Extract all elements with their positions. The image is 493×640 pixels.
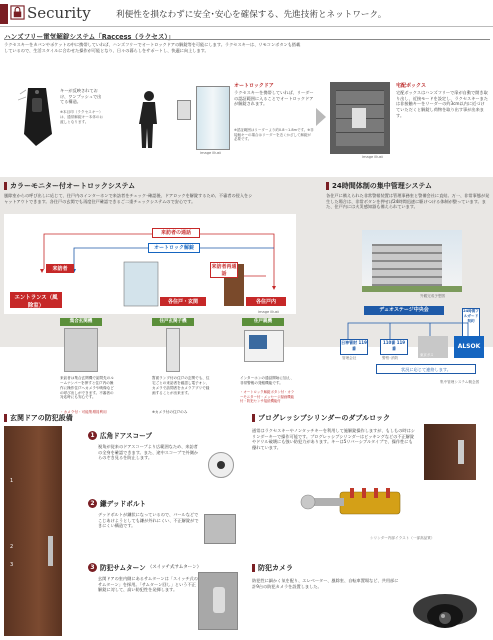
number-1-icon: 1 bbox=[88, 431, 97, 440]
arrow-right-icon bbox=[316, 108, 326, 126]
visitor-call-label: 来訪者の通話 bbox=[152, 228, 200, 238]
entrance-panel-image bbox=[64, 328, 98, 372]
door-item3-title-text: 防犯サムターン bbox=[100, 564, 146, 572]
intercom-title-text: カラーモニター付オートロックシステム bbox=[10, 182, 136, 190]
panel2-label: 住戸玄関子機 bbox=[152, 318, 194, 326]
center-label: デュオステージ中央会 bbox=[364, 306, 444, 315]
raccess-title: ハンズフリー電気解錠システム「Raccess（ラクセス）」 bbox=[4, 33, 175, 41]
building-image bbox=[362, 230, 462, 292]
reader-device-image bbox=[177, 100, 191, 120]
header-accent-block bbox=[0, 4, 8, 24]
person-silhouette-image bbox=[138, 90, 160, 150]
door-item2-title bbox=[88, 498, 146, 508]
entrance-label: エントランス（風除室） bbox=[10, 292, 62, 308]
police-box: 110番 119番 bbox=[380, 339, 408, 355]
panel1-extra: ・カメラ付・可能集増員利用 bbox=[60, 410, 107, 414]
number-2-icon: 2 bbox=[88, 499, 97, 508]
gas-company-image bbox=[418, 336, 448, 358]
door-item3-description: 玄関ドアの室内側にあるサムターンは「スイッチ式のサムターン」を採用。「サムターン回し」という不正解錠に対して、高い防犯性を発揮します。 bbox=[98, 576, 198, 593]
autolock-door-label: オートロックドア bbox=[234, 83, 274, 89]
building-caption: 外観完成予想図 bbox=[420, 294, 446, 298]
entrance-door-image bbox=[4, 426, 62, 636]
door-scope-image bbox=[208, 452, 234, 478]
title-accent-bar bbox=[252, 414, 255, 422]
panel3-extra: ・オートロック解錠ボタン付・カラーモニター付・メッセージ録画機能付・防犯センサ接続機能付 bbox=[240, 390, 295, 404]
page-title: Security bbox=[27, 4, 91, 22]
security-camera-image bbox=[410, 588, 480, 634]
raccess-key-note: キーが反映されておけ、ワンプッシュで出てる構造。 bbox=[60, 88, 102, 105]
intercom-description: 風除室からの呼び出しに応じて、住戸内のインターホンで来訪者をチェック･確認後、ドアロックを解錠するため、不審者の侵入をシャットアウトできます。各住戸の玄関でも再度住戸確認できるご二重チェックシステムので安心です。 bbox=[4, 193, 253, 204]
panel2-extra: ※カメラ付の住戸のみ bbox=[152, 410, 188, 414]
raccess-key-note-2: ※本目印（ラクセスキー）は、通常解錠キー本体のお渡しとなります。 bbox=[60, 110, 104, 124]
raccess-image-illust-caption: image illust bbox=[200, 151, 221, 155]
delivery-image-illust-caption: image illust bbox=[362, 155, 383, 159]
gas-company-label: 東京ガス bbox=[420, 353, 434, 357]
camera-description: 防犯性に細かく気を配り、エレベーター、風除室、自転車置場など、共用部に計9台の防犯カメラを設置しました。 bbox=[252, 578, 399, 589]
door-title bbox=[4, 413, 73, 423]
visitor-recall-label: 来訪者再通話 bbox=[211, 264, 237, 277]
mgmt-company-box: 日神管財 119番 bbox=[340, 339, 368, 355]
cylinder-description: 通常はラクセスキーやノンタッチキーを利用して施解錠操作しますが、もしもの時はシリンダーキーで操作可能です。プログレッシブシリンダーはピッキングなどの不正解錠やドリル破壊にも強い防犯力があります。キーは5リバーシブルタイプで、操作性にも優れています。 bbox=[252, 428, 415, 451]
door-item3-ext: （スイッチ式サムターン） bbox=[147, 565, 202, 570]
autolock-door-description: ラクセスキーを携帯していれば、リーダーの認証範囲に入ることでオートロックドアが解錠されます。 bbox=[234, 90, 314, 107]
door-item1-description: 視角が従来のドアスコープより広範囲なため、来訪者の全身を確認できます。また、途中スコープで外側からのぞき見るを防止します。 bbox=[98, 444, 199, 461]
panel2-description: 暫面ランプ付の住戸の玄関でも、住宅ごとの来訪者を確認し電子オン、カメラで訪問者をカメラアプリで録画することが出来ます。 bbox=[152, 376, 210, 395]
door-subunit-image bbox=[166, 328, 180, 372]
police-caption: 警察･消防 bbox=[382, 356, 399, 360]
door-marker-1: 1 bbox=[10, 478, 14, 484]
page-subtitle: 利便性を損なわずに安全･安心を確保する、先進技術とネットワーク。 bbox=[116, 10, 387, 20]
dead-bolt-image bbox=[204, 514, 236, 544]
delivery-box-description: 宅配ボックスはハンズフリーで扉が自動で開き取り出し、近接モードを設定し、ラクセスキーまたは非接触キーをリーダーの約3cm以内に近づけていただくと解錠し荷物を取り出す事が出来ます。 bbox=[396, 90, 488, 118]
diagram-caption: 集中管理システム概念図 bbox=[440, 380, 480, 384]
door-marker-3: 3 bbox=[10, 562, 14, 568]
intercom-title bbox=[4, 181, 135, 191]
security24-title bbox=[326, 181, 432, 191]
mgmt-caption: 管理会社 bbox=[342, 356, 357, 360]
cylinder-title-text: プログレッシブシリンダーのダブルロック bbox=[258, 414, 390, 422]
header-divider bbox=[0, 26, 493, 27]
cylinder-illustration bbox=[300, 478, 420, 534]
alsok-caption: 状況に応じて連絡します。 bbox=[376, 364, 476, 374]
cylinder-door-image bbox=[424, 424, 476, 480]
camera-title-text: 防犯カメラ bbox=[258, 564, 293, 572]
door-title-text: 玄関ドアの防犯設備 bbox=[10, 414, 73, 422]
door-item1-title-text: 広角ドアスコープ bbox=[100, 432, 152, 440]
delivery-box-image bbox=[330, 82, 390, 154]
each-unit-label: 各住戸内 bbox=[246, 297, 286, 306]
delivery-box-label: 宅配ボックス bbox=[396, 83, 426, 89]
security24-title-text: 24時間体制の集中管理システム bbox=[332, 182, 433, 190]
autolock-door-image bbox=[196, 86, 230, 150]
lock-shield-icon bbox=[10, 5, 25, 20]
visitor-label: 来訪者 bbox=[46, 264, 74, 273]
panel3-description: インターホンの通話開始に加え、非常警報の発報機能です。 bbox=[240, 376, 294, 385]
door-item2-description: デッドボルトが鎌状になっているので、バールなどでこじあけようとしても鎌が外れにくい、不正解錠ができにくい構造です。 bbox=[98, 512, 199, 529]
security24-description: 各住戸に備えられた非常警報装置は管理事務室と警備会社に直結。万一、非常事態が発生した場合は、非常ボタンを押せば24時間迅速に駆けつける体制が整っています。また、住戸内には火災感知器も備えられています。 bbox=[326, 193, 490, 210]
title-accent-bar bbox=[4, 414, 7, 422]
panel3-label: 住戸親機 bbox=[242, 318, 284, 326]
panel1-label: 集合玄関機 bbox=[60, 318, 102, 326]
door-item3-title bbox=[88, 562, 201, 572]
security-contract-label: 24時間フルガード契約 bbox=[462, 308, 480, 340]
cylinder-caption: シリンダー内部イラスト（一部高品質） bbox=[370, 536, 435, 540]
indoor-monitor-image bbox=[244, 330, 284, 362]
title-accent-bar bbox=[4, 182, 7, 190]
intercom-image-illust-caption: image illust bbox=[258, 310, 279, 314]
panel1-description: 来訪者は集合玄関機で訪問先のルームナンバーを押すと住戸内の操作に操作住戸へカメラや映像などの呼び出しができます。不審者の対応時にも安心です。 bbox=[60, 376, 114, 400]
camera-title bbox=[252, 563, 293, 573]
door-item1-title bbox=[88, 430, 152, 440]
door-marker-2: 2 bbox=[10, 544, 14, 550]
door-item2-title-text: 鎌デッドボルト bbox=[100, 500, 147, 508]
autolock-door-note: ※認証範囲はリーダーより約0.8〜1.8mです。※非接触キーの場合はリーダーを近くかざして解錠が必要です。 bbox=[234, 128, 314, 142]
cylinder-title bbox=[252, 413, 390, 423]
number-3-icon: 3 bbox=[88, 563, 97, 572]
raccess-key-image bbox=[18, 84, 58, 150]
autolock-release-label: オートロック解錠 bbox=[148, 243, 200, 253]
raccess-description: ラクセスキーをカバンやポケットの中に携帯していれば、ハンズフリーでオートロックドアの解錠等を可能にします。ラクセスキーは、リモコンボタンも搭載しているので、生活スタイルに合わせた操作が可能となり、日々の暮らしをサポートし、快適に向上します。 bbox=[4, 42, 301, 53]
alsok-logo: ALSOK bbox=[454, 336, 484, 358]
each-entrance-label: 各住戸・玄関 bbox=[160, 297, 206, 306]
raccess-divider bbox=[4, 39, 490, 40]
title-accent-bar bbox=[252, 564, 255, 572]
title-accent-bar bbox=[326, 182, 329, 190]
thumb-turn-image bbox=[198, 572, 238, 630]
